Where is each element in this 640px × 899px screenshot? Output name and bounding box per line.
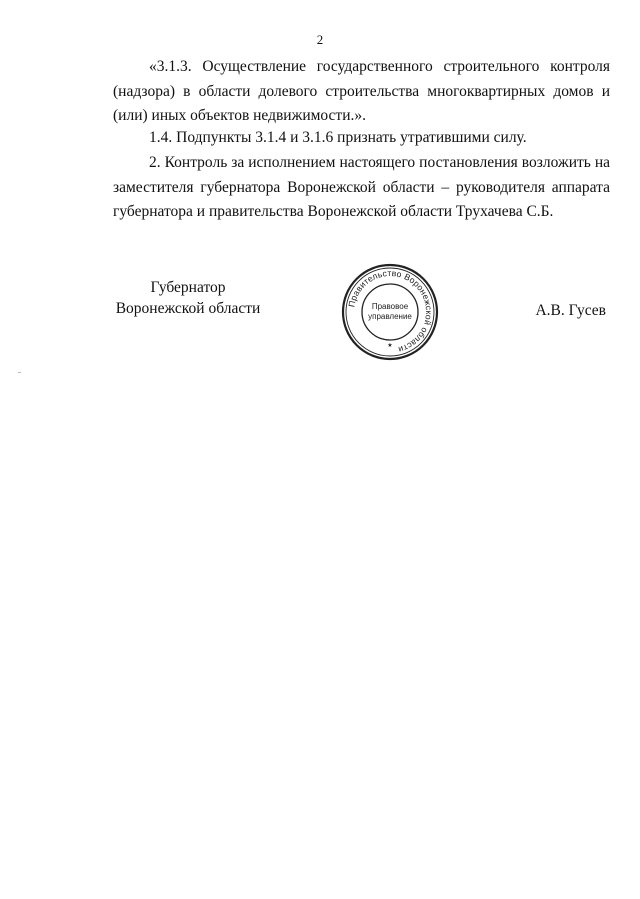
stamp-star-icon: ★ (387, 342, 393, 349)
official-stamp (340, 262, 440, 362)
paragraph-1-4: 1.4. Подпункты 3.1.4 и 3.1.6 признать утратившими силу. (149, 129, 527, 146)
stamp-graphic (340, 262, 440, 362)
stamp-ring-text: Правительство Воронежской области (346, 267, 435, 355)
signatory-title-line-1: Губернатор (150, 279, 226, 296)
signatory-name: А.В. Гусев (535, 302, 606, 319)
signatory-title-line-2: Воронежской области (115, 300, 261, 317)
signatory-title (113, 277, 263, 319)
page-number: 2 (316, 32, 324, 47)
paragraph-2: 2. Контроль за исполнением настоящего постановления возложить на заместителя губернатора Воронежской области – руководителя аппарата губернатора и правительства Воронежской области Трухачева С.Б. (113, 154, 610, 220)
stamp-inner-line-2: управление (368, 312, 412, 321)
scan-artifact (18, 372, 21, 373)
stamp-inner-line-1: Правовое (371, 302, 409, 311)
paragraph-3-1-3: «3.1.3. Осуществление государственного строительного контроля (надзора) в области долевого строительства многоквартирных домов и (или) иных объектов недвижимости.». (113, 58, 610, 124)
